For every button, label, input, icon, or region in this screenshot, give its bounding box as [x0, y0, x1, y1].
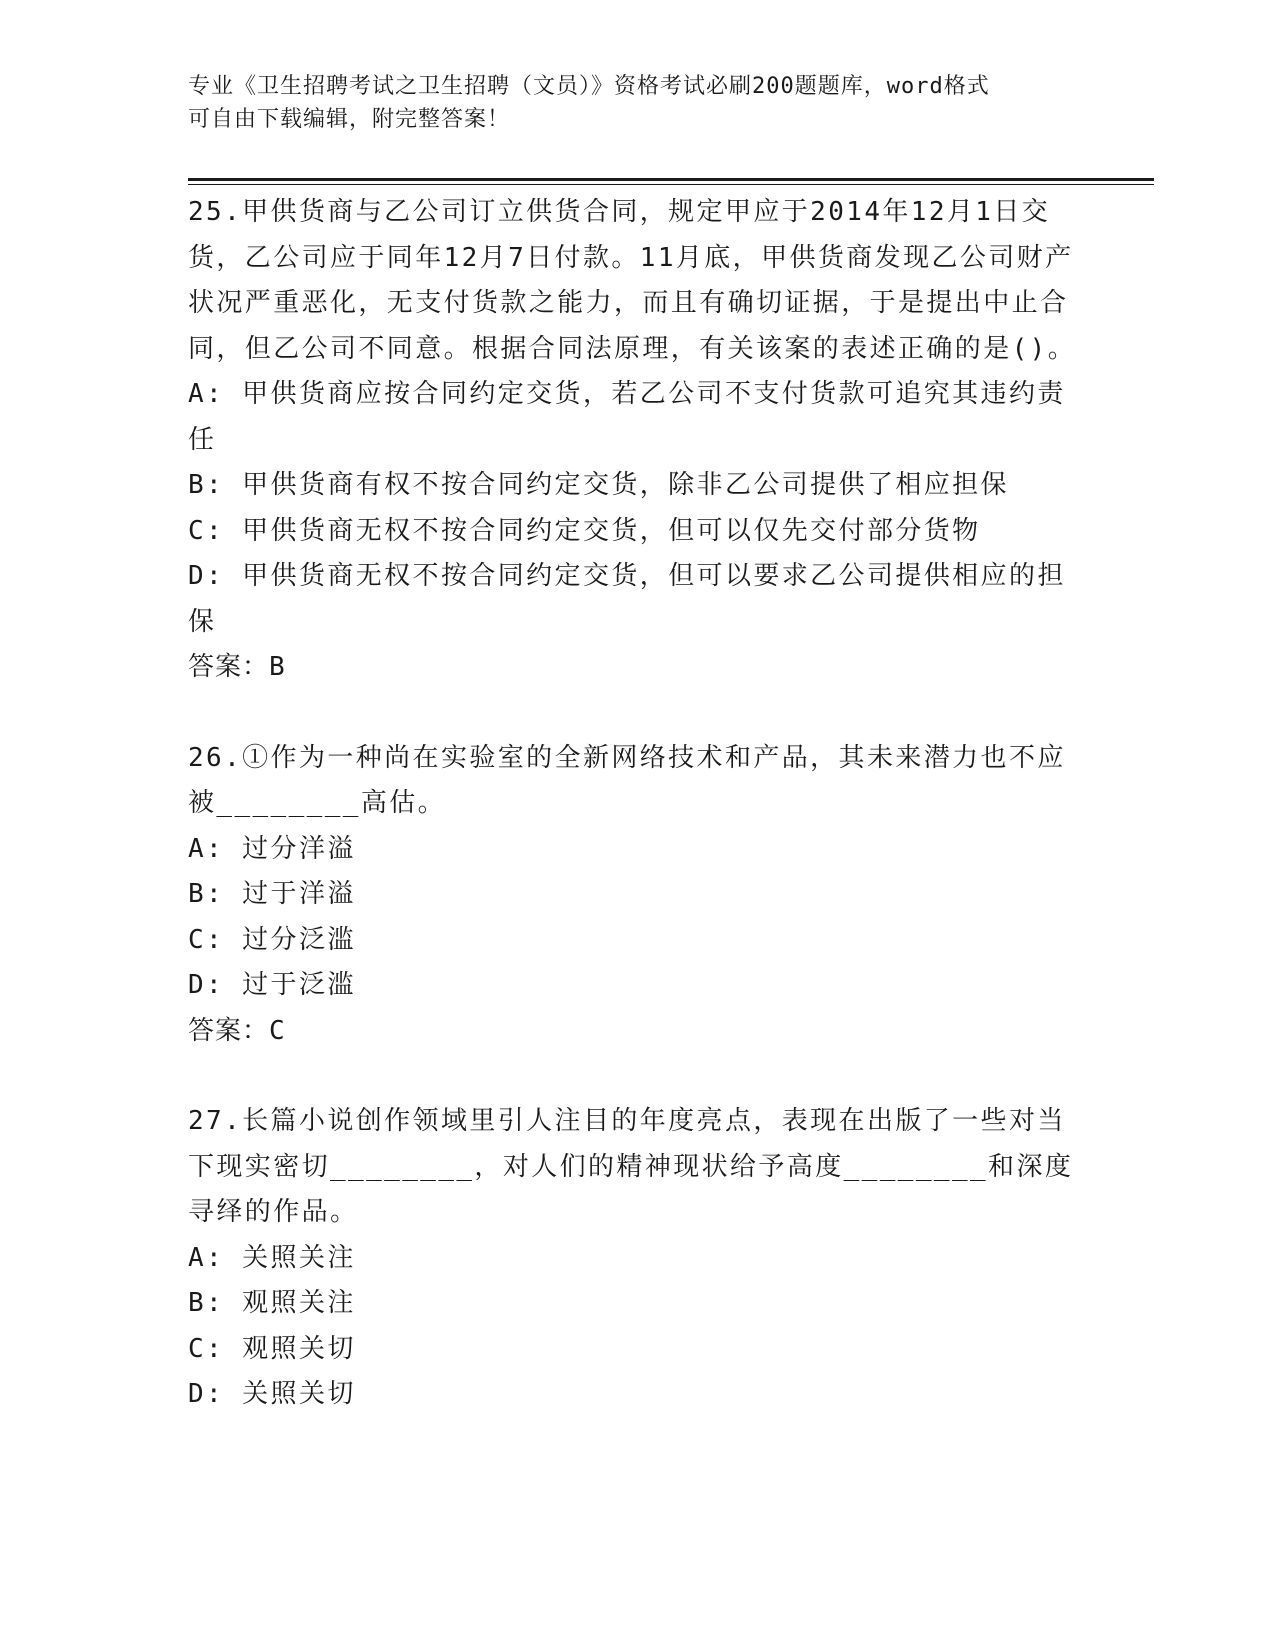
option-a: A: 过分洋溢	[188, 833, 356, 864]
header-line-2: 可自由下载编辑，附完整答案！	[188, 107, 511, 132]
question-stem: 26.①作为一种尚在实验室的全新网络技术和产品，其未来潜力也不应被________高估。	[188, 742, 1066, 818]
answer-label: 答案：	[188, 652, 270, 682]
option-d: D: 甲供货商无权不按合同约定交货，但可以要求乙公司提供相应的担保	[188, 561, 1066, 637]
spacer	[188, 691, 1078, 736]
question-stem: 27.长篇小说创作领域里引人注目的年度亮点，表现在出版了一些对当下现实密切________，对人们的精神现状给予高度________和深度寻绎的作品。	[188, 1106, 1074, 1227]
option-b: B: 甲供货商有权不按合同约定交货，除非乙公司提供了相应担保	[188, 470, 1009, 500]
option-a: A: 甲供货商应按合同约定交货，若乙公司不支付货款可追究其违约责任	[188, 379, 1066, 455]
spacer	[188, 1054, 1078, 1099]
page-header	[188, 70, 1088, 136]
answer-line	[188, 1009, 1078, 1055]
answer-line	[188, 645, 1078, 691]
question-stem: 25.甲供货商与乙公司订立供货合同，规定甲应于2014年12月1日交货，乙公司应于同年12月7日付款。11月底，甲供货商发现乙公司财产状况严重恶化，无支付货款之能力，而且有确切证据，于是提出中止合同，但乙公司不同意。根据合同法原理，有关该案的表述正确的是()。	[188, 197, 1077, 364]
option-b: B: 观照关注	[188, 1288, 356, 1318]
question-26	[188, 736, 1078, 1055]
answer-value: C	[269, 1015, 286, 1046]
answer-label: 答案：	[188, 1015, 270, 1046]
header-divider-thick	[188, 178, 1154, 181]
header-divider-thin	[188, 184, 1154, 185]
option-c: C: 过分泛滥	[188, 924, 356, 955]
answer-value: B	[269, 652, 286, 682]
option-d: D: 过于泛滥	[188, 970, 356, 1000]
option-c: C: 甲供货商无权不按合同约定交货，但可以仅先交付部分货物	[188, 515, 981, 546]
header-line-1: 专业《卫生招聘考试之卫生招聘（文员）》资格考试必刷200题题库，word格式	[188, 74, 990, 99]
option-a: A: 关照关注	[188, 1242, 356, 1273]
question-list	[188, 190, 1078, 1418]
option-b: B: 过于洋溢	[188, 879, 356, 909]
option-d: D: 关照关切	[188, 1379, 356, 1409]
question-25	[188, 190, 1078, 691]
option-c: C: 观照关切	[188, 1333, 356, 1364]
question-27	[188, 1099, 1078, 1418]
